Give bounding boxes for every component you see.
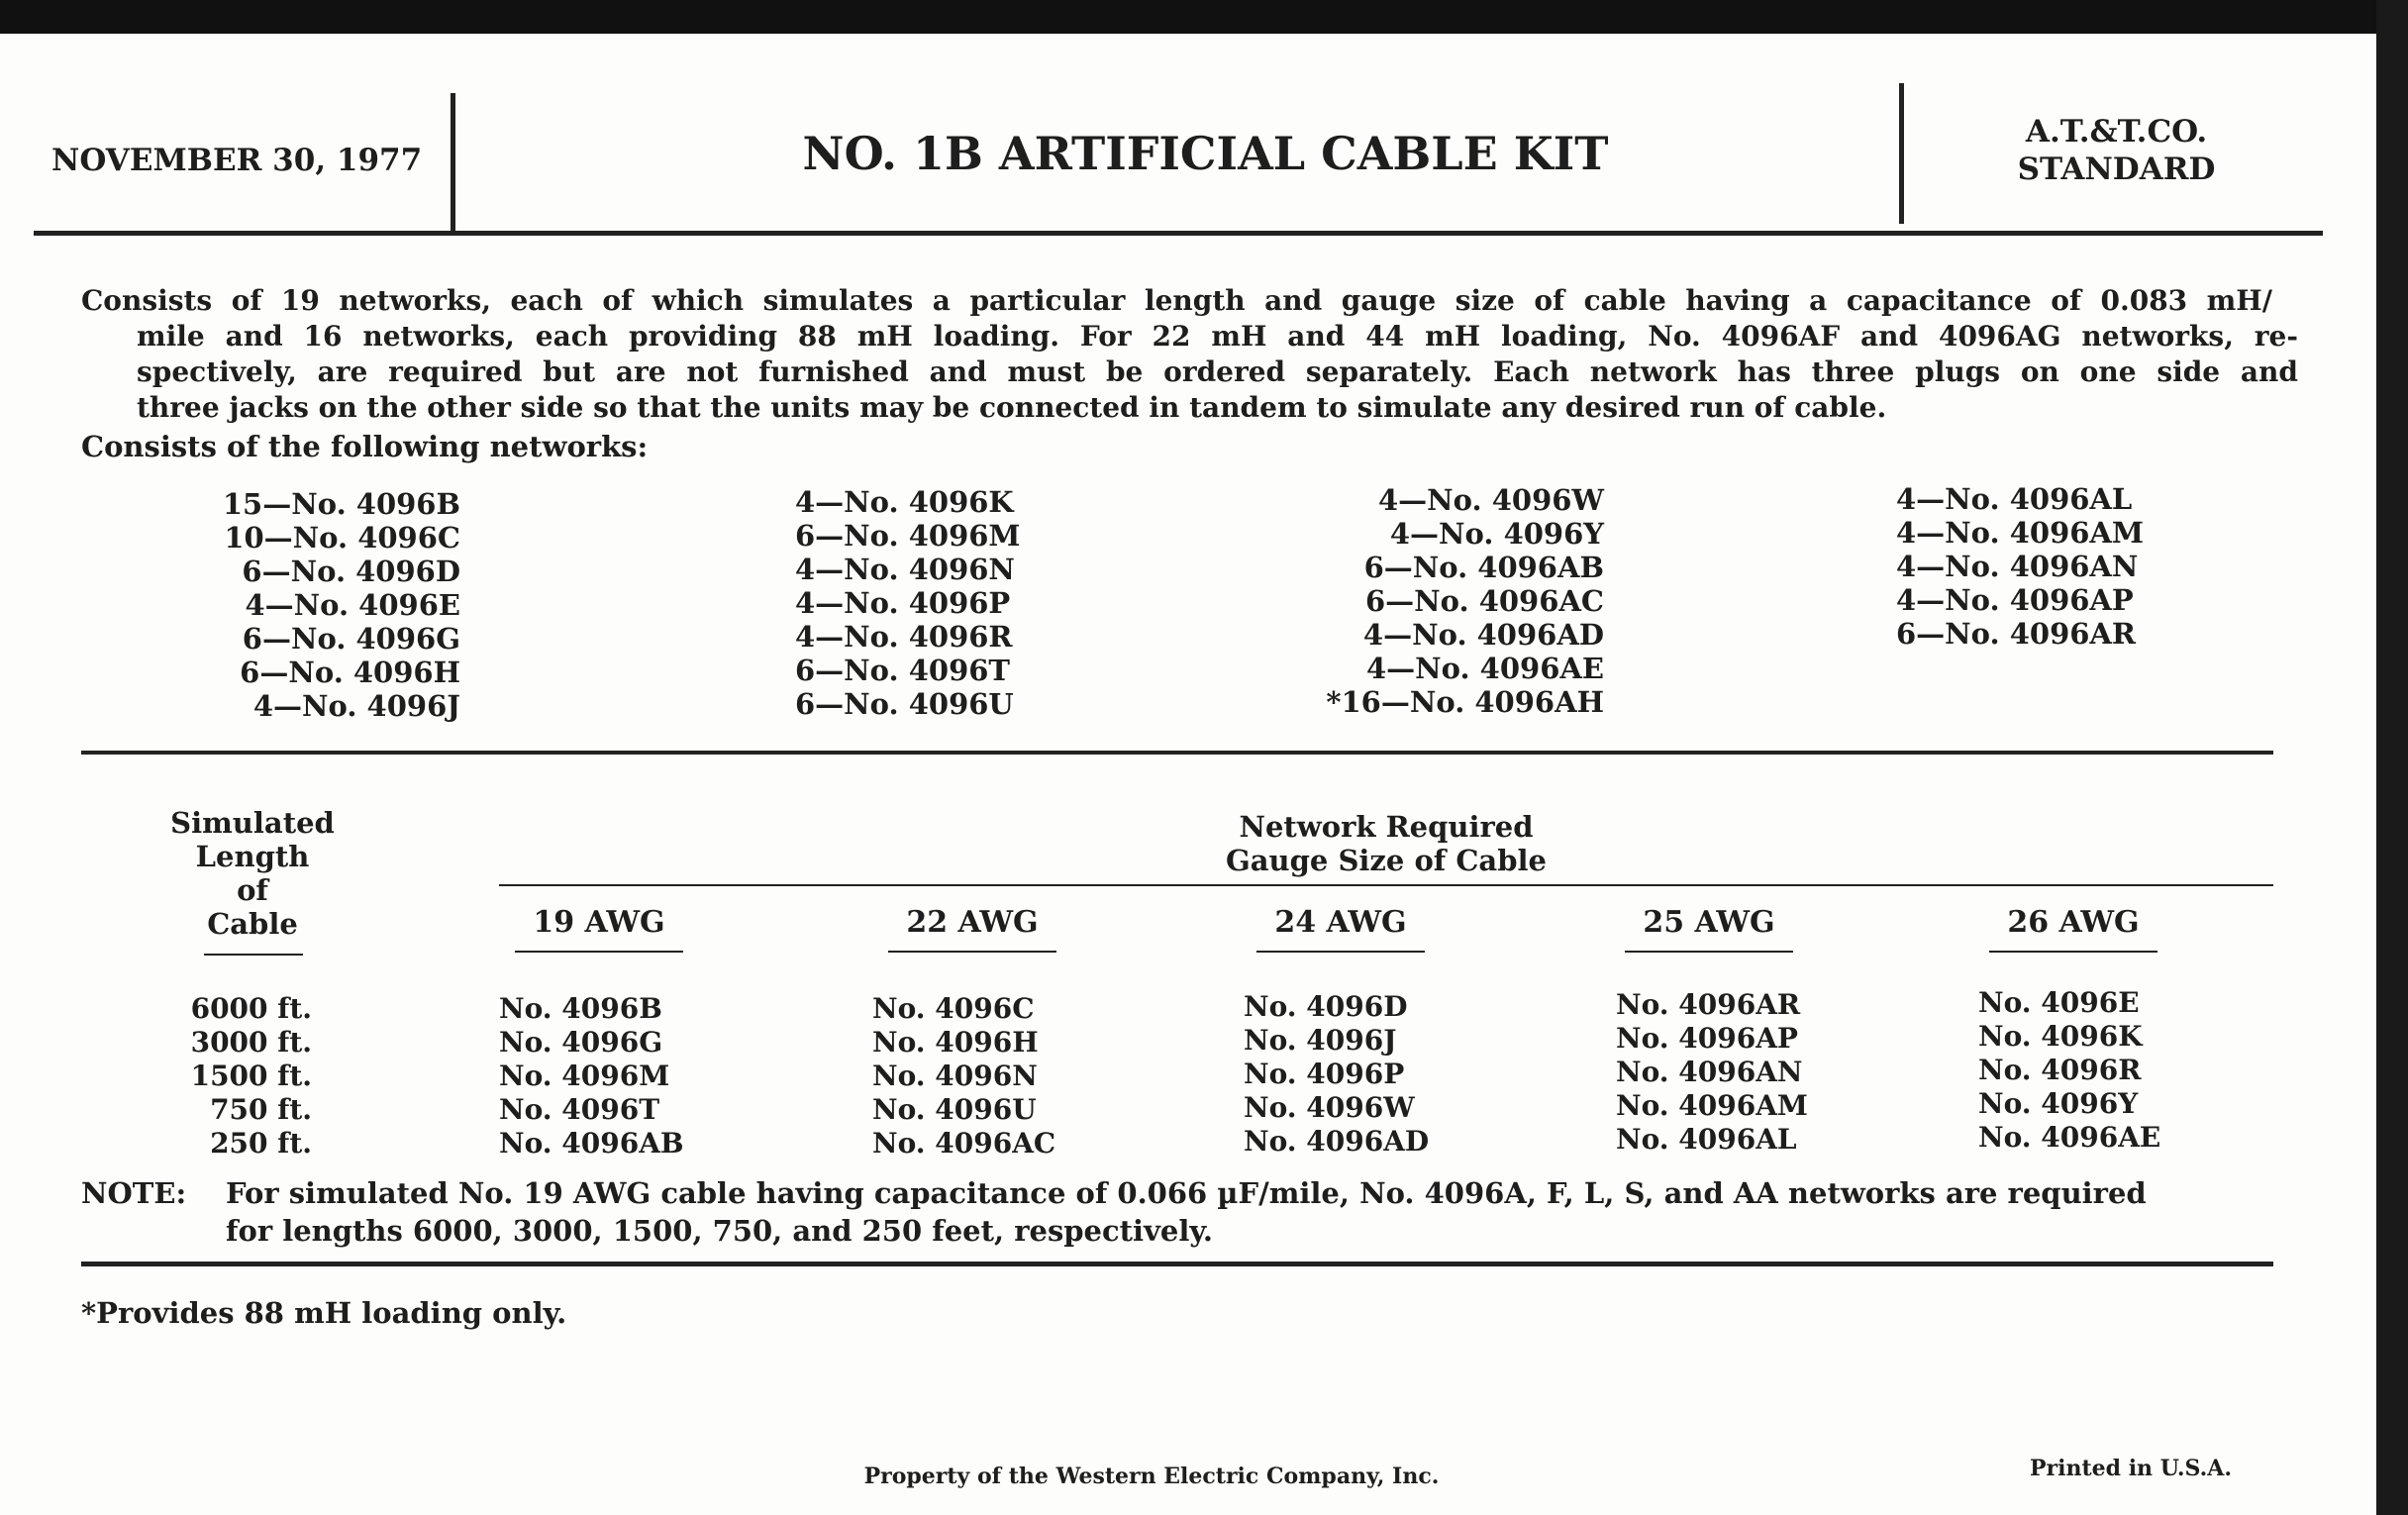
standard-line: A.T.&T.CO.	[2025, 114, 2208, 150]
printed-notice: Printed in U.S.A.	[2030, 1456, 2233, 1481]
header-underline	[204, 954, 303, 956]
network-column	[795, 485, 1021, 721]
length-column	[129, 992, 312, 1161]
list-heading: Consists of the following networks:	[81, 430, 649, 463]
table-cell: No. 4096M	[499, 1060, 670, 1092]
network-item: 4—No. 4096AM	[1896, 516, 2145, 550]
table-cell: No. 4096G	[499, 1026, 663, 1059]
table-cell: No. 4096N	[872, 1060, 1038, 1092]
network-column	[198, 487, 460, 723]
table-cell: No. 4096W	[1244, 1091, 1415, 1124]
table-cell: No. 4096J	[1244, 1024, 1397, 1057]
length-cell: 1500 ft.	[190, 1060, 312, 1092]
table-cell: No. 4096AR	[1616, 988, 1801, 1021]
note-text: for lengths 6000, 3000, 1500, 750, and 250 feet, respectively.	[226, 1214, 1214, 1248]
network-item: 4—No. 4096N	[795, 553, 1015, 586]
column-header: 26 AWG	[2007, 905, 2140, 940]
network-item: 4—No. 4096AL	[1896, 482, 2133, 516]
header-line: Network Required	[1239, 810, 1534, 844]
header-line: Simulated	[170, 806, 335, 840]
length-cell: 3000 ft.	[190, 1026, 312, 1059]
table-cell: No. 4096E	[1978, 986, 2140, 1019]
scan-border-right	[2376, 0, 2408, 1515]
column-underline	[1256, 951, 1425, 953]
table-cell: No. 4096U	[872, 1093, 1037, 1126]
network-item: 6—No. 4096U	[795, 687, 1014, 721]
network-item: 4—No. 4096AD	[1362, 618, 1604, 652]
network-item: 6—No. 4096H	[240, 656, 460, 689]
network-item: 6—No. 4096M	[795, 519, 1021, 553]
column-header: 25 AWG	[1643, 905, 1775, 940]
network-item: 6—No. 4096T	[795, 654, 1011, 687]
footnote: *Provides 88 mH loading only.	[81, 1296, 567, 1330]
property-notice: Property of the Western Electric Company, Inc.	[863, 1464, 1440, 1489]
network-item: 10—No. 4096C	[224, 521, 460, 555]
gauge-column	[872, 992, 1055, 1161]
network-column	[1277, 483, 1604, 719]
network-item: 4—No. 4096AE	[1365, 652, 1604, 685]
network-item: 4—No. 4096Y	[1389, 517, 1604, 551]
column-underline	[888, 951, 1056, 953]
note-rule	[81, 1262, 2273, 1266]
length-cell: 250 ft.	[210, 1127, 312, 1160]
standard-label	[1911, 113, 2322, 188]
table-cell: No. 4096H	[872, 1026, 1039, 1059]
column-underline	[515, 951, 683, 953]
table-cell: No. 4096C	[872, 992, 1035, 1025]
network-item: 4—No. 4096K	[795, 485, 1014, 519]
page-title: NO. 1B ARTIFICIAL CABLE KIT	[802, 127, 1609, 180]
gauge-column	[499, 992, 684, 1161]
table-cell: No. 4096Y	[1978, 1087, 2139, 1120]
gauge-column	[1616, 988, 1808, 1157]
table-cell: No. 4096AM	[1616, 1089, 1808, 1122]
intro-line: spectively, are required but are not furnished and must be ordered separately. Each network has three plugs on one side and	[137, 355, 2298, 388]
table-cell: No. 4096P	[1244, 1058, 1405, 1090]
gauge-column	[1244, 990, 1429, 1159]
section-rule	[81, 751, 2273, 755]
table-cell: No. 4096AD	[1244, 1125, 1430, 1158]
intro-line: mile and 16 networks, each providing 88 mH loading. For 22 mH and 44 mH loading, No. 4096AF and 4096AG networks, re-	[137, 320, 2298, 353]
table-cell: No. 4096R	[1978, 1054, 2142, 1086]
network-item: 4—No. 4096R	[795, 620, 1013, 654]
gauge-column	[1978, 986, 2160, 1155]
note-text: For simulated No. 19 AWG cable having capacitance of 0.066 µF/mile, No. 4096A, F, L, S, and AA networks are required	[226, 1176, 2147, 1210]
group-rule	[499, 884, 2273, 886]
table-cell: No. 4096AC	[872, 1127, 1056, 1160]
table-cell: No. 4096K	[1978, 1020, 2143, 1053]
divider	[1899, 83, 1904, 224]
network-item: 6—No. 4096AB	[1363, 551, 1604, 584]
header-line: Length	[195, 840, 310, 873]
note-label: NOTE:	[81, 1176, 187, 1210]
network-item: 6—No. 4096G	[242, 622, 460, 656]
network-item: 4—No. 4096E	[245, 588, 460, 622]
column-header: 19 AWG	[533, 905, 665, 940]
table-cell: No. 4096AL	[1616, 1123, 1797, 1156]
scan-border-top	[0, 0, 2408, 34]
length-cell: 750 ft.	[210, 1093, 312, 1126]
table-cell: No. 4096T	[499, 1093, 660, 1126]
network-column	[1896, 482, 2144, 651]
network-item: 6—No. 4096AC	[1364, 584, 1604, 618]
header-rule	[34, 231, 2323, 236]
network-item: 15—No. 4096B	[222, 487, 460, 521]
network-item: 6—No. 4096D	[242, 555, 460, 588]
header-line: Cable	[207, 907, 298, 941]
network-item: 4—No. 4096AN	[1896, 550, 2139, 583]
date: NOVEMBER 30, 1977	[51, 143, 423, 178]
table-cell: No. 4096AN	[1616, 1056, 1803, 1088]
group-header	[1089, 810, 1683, 877]
column-underline	[1625, 951, 1793, 953]
network-item: 4—No. 4096J	[252, 689, 460, 723]
table-cell: No. 4096AP	[1616, 1022, 1798, 1055]
header-line: Gauge Size of Cable	[1226, 844, 1547, 877]
intro-line: Consists of 19 networks, each of which simulates a particular length and gauge size of cable having a capacitance of 0.083 mH/	[81, 284, 2272, 317]
header-line: of	[237, 873, 268, 907]
intro-line: three jacks on the other side so that the units may be connected in tandem to simulate any desired run of cable.	[137, 391, 1887, 424]
network-item: 6—No. 4096AR	[1896, 617, 2137, 651]
column-underline	[1989, 951, 2157, 953]
table-cell: No. 4096AE	[1978, 1121, 2161, 1154]
length-header	[129, 806, 376, 941]
table-cell: No. 4096AB	[499, 1127, 684, 1160]
length-cell: 6000 ft.	[190, 992, 312, 1025]
standard-line: STANDARD	[2017, 152, 2216, 187]
network-item: 4—No. 4096P	[795, 586, 1011, 620]
network-item: 4—No. 4096AP	[1896, 583, 2134, 617]
table-cell: No. 4096B	[499, 992, 662, 1025]
intro-paragraph	[81, 283, 2298, 426]
column-header: 24 AWG	[1274, 905, 1407, 940]
table-cell: No. 4096D	[1244, 990, 1408, 1023]
column-header: 22 AWG	[906, 905, 1039, 940]
network-item: *16—No. 4096AH	[1326, 685, 1604, 719]
network-item: 4—No. 4096W	[1378, 483, 1604, 517]
